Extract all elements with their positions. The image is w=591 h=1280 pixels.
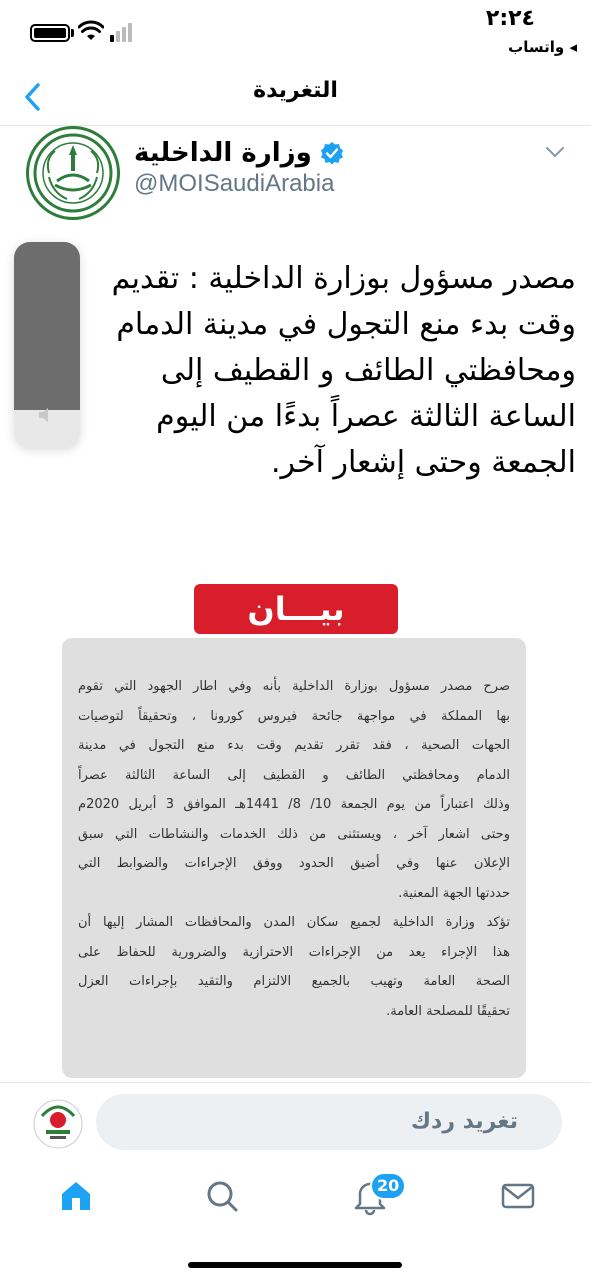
statement-line: وحتى اشعار آخر ، ويستثنى من ذلك الخدمات والنشاطات التي سبق (78, 826, 510, 842)
navigation-bar (0, 68, 591, 126)
tab-bar (0, 1164, 591, 1234)
battery-icon (30, 24, 70, 42)
statement-title: بيـــان (194, 584, 398, 634)
clock-time: ٢:٢٤ (485, 6, 535, 31)
tweet-text (76, 256, 576, 486)
status-bar (0, 0, 591, 68)
statement-line: صرح مصدر مسؤول بوزارة الداخلية بأنه وفي اطار الجهود التي تقوم (78, 679, 510, 694)
back-to-app-link[interactable]: ◂ واتساب (508, 38, 577, 56)
notification-count-badge: 20 (370, 1172, 406, 1200)
wifi-icon (78, 20, 104, 42)
statement-line: حددتها الجهة المعنية. (398, 885, 510, 901)
volume-slider-track (14, 242, 80, 410)
statement-line: الجهات الصحية ، فقد تقرر تقديم وقت بدء منع التجول في مدينة (78, 738, 510, 753)
statement-line: هذا الإجراء يعد من الإجراءات الاحترازية والضرورية للحفاظ على (78, 944, 510, 960)
account-name[interactable]: وزارة الداخلية (134, 138, 312, 168)
page-title: التغريدة (253, 78, 338, 103)
tweet-text-line: مصدر مسؤول بوزارة الداخلية : تقديم (111, 261, 576, 296)
statement-line: وذلك اعتباراً من يوم الجمعة 10/ 8/ 1441هـ الموافق 3 أبريل 2020م (78, 797, 510, 812)
messages-icon[interactable] (498, 1176, 538, 1216)
tweet-text-line: الساعة الثالثة عصراً بدءًا من اليوم (156, 399, 576, 434)
home-icon[interactable] (56, 1176, 96, 1216)
statement-line: بها المملكة في مواجهة جائحة فيروس كورونا ، وتحقيقاً لتوصيات (78, 708, 510, 724)
cellular-signal-icon (110, 22, 136, 42)
statement-line: تحقيقًا للمصلحة العامة. (386, 1003, 510, 1019)
search-icon[interactable] (202, 1176, 242, 1216)
statement-line: تؤكد وزارة الداخلية لجميع سكان المدن والمحافظات المشار إليها أن (78, 915, 510, 930)
statement-line: الإعلان عنها وفي أضيق الحدود ووفق الإجراءات والضوابط التي (78, 856, 510, 871)
statement-line: الصحة العامة وتهيب بالجميع الالتزام والتقيد بإجراءات العزل (78, 974, 510, 989)
home-indicator[interactable] (188, 1262, 402, 1268)
ministry-emblem-icon (29, 129, 117, 217)
account-handle[interactable]: @MOISaudiArabia (134, 170, 335, 197)
account-name-row[interactable] (134, 136, 344, 170)
battery-cap (71, 29, 74, 37)
tweet-text-line: الجمعة وحتى إشعار آخر. (271, 445, 576, 480)
statement-image[interactable] (62, 638, 526, 1078)
verified-badge-icon (320, 141, 344, 165)
statement-line: الدمام ومحافظتي الطائف و القطيف إلى الساعة الثالثة عصراً (78, 767, 510, 783)
reply-input[interactable]: تغريد ردك (96, 1094, 562, 1150)
speaker-icon (36, 404, 58, 426)
avatar[interactable] (26, 126, 120, 220)
tweet-text-line: وقت بدء منع التجول في مدينة الدمام (116, 307, 576, 342)
reply-divider (0, 1082, 591, 1083)
chevron-down-icon[interactable] (544, 144, 566, 160)
tweet-text-line: ومحافظتي الطائف و القطيف إلى (160, 353, 576, 388)
user-avatar-logo-icon[interactable] (28, 1094, 88, 1152)
